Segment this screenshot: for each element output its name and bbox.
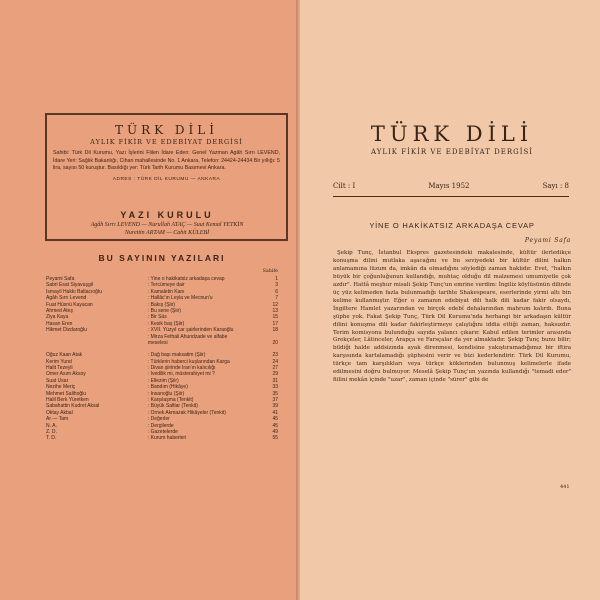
contents-page: 33 [272, 384, 278, 391]
contents-page: 31 [272, 377, 278, 384]
contents-author: Ömer Asım Aksoy [46, 371, 86, 378]
contents-page: 37 [272, 397, 278, 404]
contents-author: N. A. [46, 422, 57, 429]
editorial-board-line: Agâh Sırrı LEVEND — Nurullah ATAÇ — Suut Kemal YETKİN [90, 222, 244, 228]
contents-title: : Dergilerde [147, 422, 174, 429]
contents-page: 20 [272, 339, 278, 346]
contents-page: 12 [272, 301, 278, 308]
contents-group [46, 276, 278, 346]
contents-author: Ahmed Ateş [46, 307, 73, 314]
contents-author: Nezihe Meriç [46, 384, 76, 391]
contents-title: : Karşılaşma (Tenkit) [147, 397, 194, 404]
article-author: Peyami Safa [524, 237, 571, 244]
contents-page: 17 [272, 320, 278, 327]
contents-title: meselesi [147, 339, 168, 346]
contents-page: 45 [272, 416, 278, 423]
contents-title: : Ellezim (Şiir) [147, 377, 179, 384]
masthead [332, 122, 572, 156]
contents-title: : İnsanoğlu (Şiir) [147, 390, 185, 397]
contents-title: : Bakış (Şiir) [147, 301, 176, 308]
contents-author: Sabahattin Kudret Aksal [46, 403, 100, 410]
contents-page: 3 [275, 282, 278, 289]
contents-title: : Dağ başı maksatim (Şiir) [147, 352, 206, 359]
contents-page: 39 [272, 403, 278, 410]
page-number: 441 [560, 484, 570, 490]
contents-page: 13 [272, 307, 278, 314]
imprint-title: TÜRK DİLİ [114, 123, 218, 137]
contents-page: 27 [272, 365, 278, 372]
contents-heading: BU SAYININ YAZILARI [98, 253, 226, 263]
contents-title: : Türklerin haberci kuşlarından Karga [147, 358, 230, 365]
imprint-footer: ADRES : TÜRK DİL KURUMU — ANKARA [112, 176, 221, 182]
contents-page: 1 [275, 276, 278, 282]
issue-info [333, 182, 569, 190]
editorial-board-heading: YAZI KURULU [120, 210, 214, 220]
contents-author: Oğuz Kaan Atak [46, 352, 83, 359]
contents-page: 23 [272, 352, 278, 359]
contents-author: Ziya Kaya [46, 314, 69, 321]
contents-author: Fuat Hüsnü Kayacan [46, 301, 93, 308]
contents-title: : Tercümeye dair [147, 282, 185, 289]
contents-page: 7 [275, 295, 278, 302]
contents-row [46, 435, 278, 441]
contents-title: : Kesik baş (Şiir) [147, 320, 185, 327]
imprint-subtitle: AYLIK FİKİR VE EDEBİYAT DERGİSİ [90, 138, 243, 146]
contents-author: Suat Usar [46, 377, 69, 384]
imprint-body: Sahibi: Türk Dil Kurumu, Yazı İşlerini Fiilen İdare Eden: Genel Yazman Agâh Sırrı LEVEND, İdare Yeri: Sağlık Bakanlığı, Cihan mahallesinde No. 1 Ankara, Telefon: 24424-24434 Bir yıllığı: 5 lira, sayısı 50 kuruştur. Basıldığı yer: Türk Tarih Kurumu Basımevi Ankara. [53, 150, 280, 172]
contents-page: 49 [272, 428, 278, 435]
contents-page: 24 [272, 358, 278, 365]
contents-title: : Hallâc'ın Leyla ve Mecnun'u [147, 295, 213, 302]
contents-title: : Bandım (Hikâye) [147, 384, 188, 391]
contents-author: Agâh Sırrı Levend [46, 295, 87, 302]
contents-author: Peyami Safa [46, 276, 75, 282]
contents-author: Halil Berk Yüretken [46, 397, 89, 404]
contents-title: : Bu sene (Şiir) [147, 307, 181, 314]
contents-author: Mehmet Salihoğlu [46, 390, 87, 397]
contents-group [46, 352, 278, 441]
contents-author: Halit Tezeyli [46, 365, 73, 372]
contents-author: Hasan Eren [46, 320, 73, 327]
contents-page: 29 [272, 371, 278, 378]
contents-title: : Yine o hakikatsiz arkadaşa cevap [147, 276, 225, 282]
contents-page: 55 [272, 435, 278, 442]
contents-page: 15 [272, 314, 278, 321]
contents-page: 35 [272, 390, 278, 397]
contents-author [46, 340, 148, 346]
editorial-board-line: Nurettin ARTAM — Cahit KÜLEBİ [124, 230, 210, 236]
contents-title: : XVII. Yüzyıl car şairlerinden Karaoğlu [147, 327, 234, 334]
contents-author: Ar — Tam [46, 416, 69, 423]
page-column-label: Sahife [262, 269, 278, 274]
contents-page: 18 [272, 327, 278, 334]
issue-number: Sayı : 8 [542, 182, 569, 190]
article-text: Şekip Tunç, İstanbul Ekspres gazetesindeki makalesinde, kültür ilerledikçe konuşma dilini mutlaka aşacağını ve bu seviyedeki bir kültür dilini halkın anlamamına lüzum da, imkân da olmadığını söylediği zaman haklıdır. Evet, "halkın büyük bir çoğunluğunun kullandığı, muhtaç olduğu dil malzemesi umumiyetle çok azdır". Hattâ meşhur misali Şekip Tunç'un emrine verdim: İngiliz köylüsünün dilinde üç yüz kelimeden fazla bulunmadığı tarihte Shakespeare, eserlerinde yirmi altı bin kelime kullanmıştır. Eğer o zamanın edebiyat dili halk dili kadar fakir olsaydı, İngiltere Hamlet yazarından ve birçok edebî dehalarından mahrum kalırdı. Buna şüphe yok. Fakat Şekip Tunç, Türk Dil Kurumu'nda herhangi bir arkadaşın kültür dilini konuşma dili kadar fakirleştirmeye çalıştığını iddia ettiği zaman, haksızdır. Terim komisyonu bulunduğu sayıda yalancı çıkarır. Kabul edilen terimler arasında Grekçeler, Lâtinceler, Arapça ve Farsçalar da yer almaktadır. Şekip Tunç bunu bilir; bildiği halde addsizında ayak direnmesi, kendisine yakıştıramadığımız bir iftira karşısında kartalamadığı şüphesini verir ve bizi kederlendirir. Türk Dil Kurumu, türkçe tam karşılıkları veya türkçe köklerinden bulunmuş kelimelerle ifade edilmesini doğru bulmuyor. Meselâ Şekip Tunç'un yazında kullandığı "temadi eder" fiilini mekân içinde "uzar", zaman içinde "sürer" gibi de [333, 250, 571, 384]
contents-page: 45 [272, 422, 278, 429]
contents-author: Oktay Akbal [46, 409, 73, 416]
contents-title: : Büyük Saltlar (Tenkit) [147, 403, 198, 410]
contents-page: 41 [272, 409, 278, 416]
contents-author: Kerim Yund [46, 358, 72, 365]
contents-title: : Mirza Fethali Ahundzade ve alfabe [147, 333, 228, 340]
volume-label: Cilt : I [333, 182, 356, 190]
contents-title: : Gazetelerde [147, 428, 178, 435]
contents-title: : Değerler [147, 416, 170, 423]
contents-author: Hikmet Dizdaroğlu [46, 327, 87, 334]
contents-row [46, 340, 278, 346]
contents-title: : Kamaletin Kanı [147, 288, 185, 295]
contents-page: 6 [275, 288, 278, 295]
table-of-contents [46, 253, 278, 442]
contents-author: İsmayil Hakkı Baltacıoğlu [46, 288, 102, 295]
contents-title: : Kurum haberleri [147, 435, 187, 442]
contents-author: Z. D. [46, 428, 57, 435]
contents-author: Sabri Esat Siyavuşgil [46, 282, 93, 289]
editorial-board [42, 210, 292, 236]
contents-title: : Bir Süs [147, 314, 167, 321]
divider [333, 196, 569, 197]
magazine-subtitle: AYLIK FİKİR VE EDEBİYAT DERGİSİ [370, 148, 534, 156]
contents-title: : İvedilik mi, müsterahiyet mi ? [147, 371, 215, 378]
contents-author: T. D. [46, 435, 57, 442]
issue-date: Mayıs 1952 [428, 182, 470, 190]
article-title: YİNE O HAKİKATSIZ ARKADAŞA CEVAP [369, 221, 535, 230]
contents-title: : Örnek Akmazak Hikâyeler (Tenkit) [147, 409, 226, 416]
contents-title: : Divan şiirinde İran'ın kalıcılığı [147, 365, 216, 372]
magazine-title: TÜRK DİLİ [370, 122, 534, 146]
article [333, 221, 571, 385]
